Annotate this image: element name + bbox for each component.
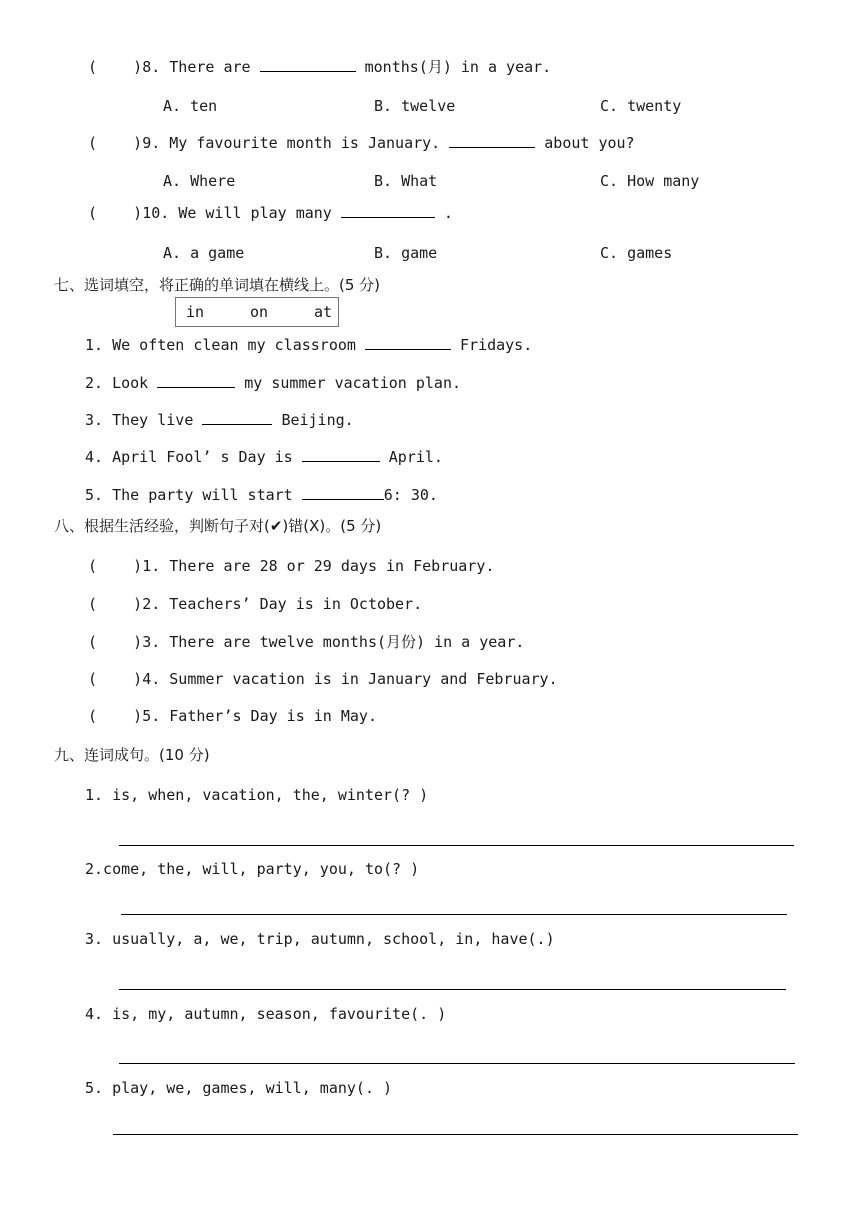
fill-item: [85, 335, 532, 355]
fill-item: [85, 447, 443, 467]
answer-paren[interactable]: ( ): [88, 707, 143, 725]
word-bank: [175, 297, 339, 327]
item-text: 4. Summer vacation is in January and February.: [142, 670, 558, 688]
fill-item: [85, 373, 461, 393]
judge-item: [88, 669, 558, 689]
word-bank-item: in: [186, 303, 205, 321]
option-a[interactable]: A. a game: [163, 244, 245, 262]
question-number: 10.: [142, 204, 170, 222]
item-text: 5. The party will start: [85, 486, 293, 504]
item-text: 2. Look: [85, 374, 149, 392]
item-text: 2. Teachers’ Day is in October.: [142, 595, 423, 613]
question-text: My favourite month is January.: [169, 134, 441, 152]
item-text: Fridays.: [460, 336, 533, 354]
fill-blank[interactable]: [302, 485, 384, 500]
fill-blank[interactable]: [341, 203, 435, 218]
question-number: 9.: [142, 134, 161, 152]
fill-blank[interactable]: [202, 410, 272, 425]
fill-blank[interactable]: [302, 447, 380, 462]
item-text: 4. April Fool’ s Day is: [85, 448, 293, 466]
question-8: [88, 57, 551, 77]
option-c[interactable]: C. games: [600, 244, 673, 262]
answer-line[interactable]: [119, 1063, 795, 1064]
option-b[interactable]: B. game: [374, 244, 438, 262]
answer-paren[interactable]: ( ): [88, 204, 143, 222]
sentence-item: 1. is, when, vacation, the, winter(? ): [85, 786, 429, 804]
answer-paren[interactable]: ( ): [88, 595, 143, 613]
fill-blank[interactable]: [365, 335, 451, 350]
sentence-item: 5. play, we, games, will, many(. ): [85, 1079, 393, 1097]
judge-item: [88, 556, 494, 576]
item-text: 3. They live: [85, 411, 194, 429]
item-text: 3. There are twelve months(月份) in a year.: [142, 633, 525, 651]
answer-line[interactable]: [121, 914, 787, 915]
answer-line[interactable]: [113, 1134, 798, 1135]
question-text: about you?: [544, 134, 635, 152]
item-text: 6: 30.: [383, 486, 438, 504]
answer-paren[interactable]: ( ): [88, 134, 143, 152]
sentence-item: 4. is, my, autumn, season, favourite(. ): [85, 1005, 447, 1023]
sentence-item: 3. usually, a, we, trip, autumn, school, in, have(.): [85, 930, 555, 948]
option-c[interactable]: C. twenty: [600, 97, 682, 115]
option-a[interactable]: A. ten: [163, 97, 218, 115]
answer-paren[interactable]: ( ): [88, 633, 143, 651]
question-text: months(月) in a year.: [364, 58, 552, 76]
word-bank-item: at: [313, 303, 332, 321]
section-heading-7: 七、选词填空，将正确的单词填在横线上。(5 分): [54, 276, 381, 294]
section-heading-9: 九、连词成句。(10 分): [54, 746, 210, 764]
section-heading-8: 八、根据生活经验，判断句子对(✔)错(X)。(5 分): [54, 517, 382, 535]
word-bank-item: on: [249, 303, 269, 321]
judge-item: [88, 706, 377, 726]
sentence-item: 2.come, the, will, party, you, to(? ): [85, 860, 420, 878]
fill-blank[interactable]: [260, 57, 356, 72]
option-a[interactable]: A. Where: [163, 172, 236, 190]
question-text: We will play many: [178, 204, 332, 222]
fill-item: [85, 485, 438, 505]
item-text: 5. Father’s Day is in May.: [142, 707, 377, 725]
question-text: There are: [169, 58, 251, 76]
option-b[interactable]: B. What: [374, 172, 438, 190]
question-9: [88, 133, 635, 153]
item-text: 1. There are 28 or 29 days in February.: [142, 557, 495, 575]
answer-paren[interactable]: ( ): [88, 58, 143, 76]
item-text: Beijing.: [281, 411, 354, 429]
answer-paren[interactable]: ( ): [88, 557, 143, 575]
answer-paren[interactable]: ( ): [88, 670, 143, 688]
fill-item: [85, 410, 354, 430]
fill-blank[interactable]: [157, 373, 235, 388]
item-text: April.: [388, 448, 443, 466]
judge-item: [88, 632, 524, 652]
option-c[interactable]: C. How many: [600, 172, 700, 190]
option-b[interactable]: B. twelve: [374, 97, 456, 115]
judge-item: [88, 594, 422, 614]
fill-blank[interactable]: [449, 133, 535, 148]
answer-line[interactable]: [119, 989, 786, 990]
item-text: my summer vacation plan.: [244, 374, 462, 392]
answer-line[interactable]: [119, 845, 794, 846]
item-text: 1. We often clean my classroom: [85, 336, 356, 354]
question-number: 8.: [142, 58, 161, 76]
question-10: [88, 203, 453, 223]
question-text: .: [443, 204, 453, 222]
